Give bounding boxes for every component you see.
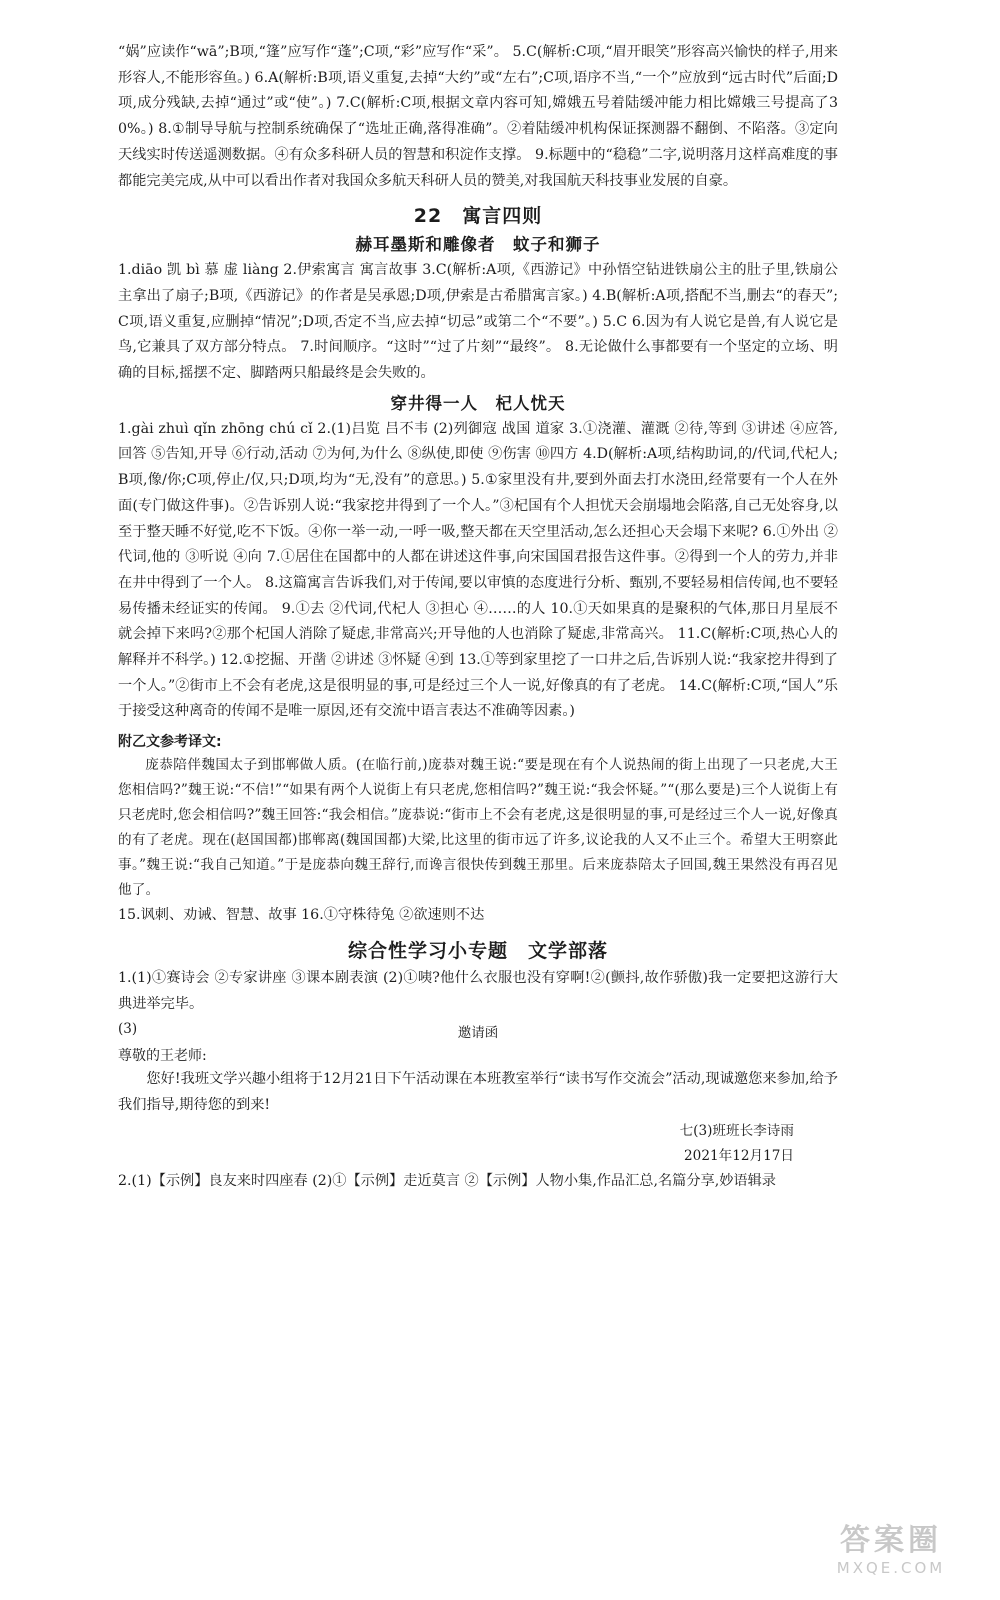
letter-salutation: 尊敬的王老师: <box>118 1048 207 1065</box>
answers-para-2: 1.gài zhuì qǐn zhōng chú cǐ 2.(1)吕览 吕不韦 (2)列御寇 战国 道家 3.①浇灌、灌溉 ②待,等到 ③讲述 ④应答,回答 ⑤告知,开导 ⑥行动,活动 ⑦为何,为什么 ⑧纵使,即使 ⑨伤害 ⑩四方 4.D(解析:A项,结构助词,的/代词,代杞人;B项,像/你;C项,停止/仅,只;D项,均为“无,没有”的意思。) 5.①家里没有井,要到外面去打水浇田,经常要有一个人在外面(专门做这件事)。②告诉别人说:“我家挖井得到了一个人。”③杞国有个人担忧天会崩塌地会陷落,自己无处容身,以至于整天睡不好觉,吃不下饭。④你一举一动,一呼一吸,整天都在天空里活动,怎么还担心天会塌下来呢? 6.①外出 ②代词,他的 ③听说 ④向 7.①居住在国都中的人都在讲述这件事,向宋国国君报告这件事。②得到一个人的劳力,并非在井中得到了一个人。 8.这篇寓言告诉我们,对于传闻,要以审慎的态度进行分析、甄别,不要轻易相信传闻,也不要轻易传播未经证实的传闻。 9.①去 ②代词,代杞人 ③担心 ④……的人 10.①天如果真的是聚积的气体,那日月星辰不就会掉下来吗?②那个杞国人消除了疑虑,非常高兴;开导他的人也消除了疑虑,非常高兴。 11.C(解析:C项,热心人的解释并不科学。) 12.①挖掘、开凿 ②讲述 ③怀疑 ④到 13.①等到家里挖了一口井之后,告诉别人说:“我家挖井得到了一个人。”②街市上不会有老虎,这是很明显的事,可是经过三个人一说,好像真的有了老虎。 14.C(解析:C项,“国人”乐于接受这种离奇的传闻不是唯一原因,还有交流中语言表达不准确等因素。) <box>118 420 838 720</box>
special-topic-title: 综合性学习小专题 文学部落 <box>347 939 608 962</box>
answers-para-1: 1.diāo 凯 bì 慕 虚 liàng 2.伊索寓言 寓言故事 3.C(解析:A项,《西游记》中孙悟空钻进铁扇公主的肚子里,铁扇公主拿出了扇子;B项,《西游记》的作者是吴承恩;D项,伊索是古希腊寓言家。) 4.B(解析:A项,搭配不当,删去“的春天”;C项,语义重复,应删掉“情况”;D项,否定不当,应去掉“切忌”或第二个“不要”。) 5.C 6.因为有人说它是兽,有人说它是鸟,它兼具了双方部分特点。 7.时间顺序。“这时”“过了片刻”“最终”。 8.无论做什么事都要有一个坚定的立场、明确的目标,摇摆不定、脚踏两只船最终是会失败的。 <box>118 262 838 382</box>
answers-para-3: 15.讽刺、劝诫、智慧、故事 16.①守株待兔 ②欲速则不达 <box>118 907 485 924</box>
letter-date: 2021年12月17日 <box>684 1147 794 1164</box>
appendix-title: 附乙文参考译文: <box>118 734 222 751</box>
letter-title: 邀请函 <box>457 1025 499 1042</box>
answer-page <box>118 40 838 1194</box>
watermark-url: MXQE.COM <box>836 1559 946 1577</box>
letter-signature: 七(3)班班长李诗雨 <box>679 1122 794 1139</box>
answers-para-4: 1.(1)①赛诗会 ②专家讲座 ③课本剧表演 (2)①咦?他什么衣服也没有穿啊!②(颤抖,故作骄傲)我一定要把这游行大典进举完毕。 <box>118 969 838 1012</box>
subtitle-2: 穿井得一人 杞人忧天 <box>390 393 566 413</box>
appendix-translation: 庞恭陪伴魏国太子到邯郸做人质。(在临行前,)庞恭对魏王说:“要是现在有个人说热闹的街上出现了一只老虎,大王您相信吗?”魏王说:“不信!”“如果有两个人说街上有只老虎,您相信吗?”魏王说:“我会怀疑。”“(那么要是)三个人说街上有只老虎时,您会相信吗?”魏王回答:“我会相信。”庞恭说:“街市上不会有老虎,这是很明显的事,可是经过三个人一说,好像真的有了老虎。现在(赵国国都)邯郸离(魏国国都)大梁,比这里的街市远了许多,议论我的人又不止三个。希望大王明察此事。”魏王说:“我自己知道。”于是庞恭向魏王辞行,而谗言很快传到魏王那里。后来庞恭陪太子回国,魏王果然没有再召见他了。 <box>118 757 838 899</box>
site-watermark <box>806 1524 976 1584</box>
lesson-title: 22 寓言四则 <box>413 205 543 228</box>
letter-label: (3) <box>118 1021 138 1038</box>
letter-heading <box>118 1021 838 1041</box>
subtitle-1: 赫耳墨斯和雕像者 蚊子和狮子 <box>355 235 601 255</box>
answers-para-5: 2.(1)【示例】良友来时四座春 (2)①【示例】走近莫言 ②【示例】人物小集,作品汇总,名篇分享,妙语辑录 <box>118 1172 776 1189</box>
intro-paragraph: “娲”应读作“wā”;B项,“篷”应写作“蓬”;C项,“彩”应写作“采”。 5.C(解析:C项,“眉开眼笑”形容高兴愉快的样子,用来形容人,不能形容鱼。) 6.A(解析:B项,语义重复,去掉“大约”或“左右”;C项,语序不当,“一个”应放到“远古时代”后面;D项,成分残缺,去掉“通过”或“使”。) 7.C(解析:C项,根据文章内容可知,嫦娥五号着陆缓冲能力相比嫦娥三号提高了30%。) 8.①制导导航与控制系统确保了“选址正确,落得准确”。②着陆缓冲机构保证探测器不翻倒、不陷落。③定向天线实时传送遥测数据。④有众多科研人员的智慧和积淀作支撑。 9.标题中的“稳稳”二字,说明落月这样高难度的事都能完美完成,从中可以看出作者对我国众多航天科研人员的赞美,对我国航天科技事业发展的自豪。 <box>118 44 838 189</box>
letter-body: 您好!我班文学兴趣小组将于12月21日下午活动课在本班教室举行“读书写作交流会”活动,现诚邀您来参加,给予我们指导,期待您的到来! <box>118 1071 838 1113</box>
watermark-logo-text: 答案圈 <box>840 1523 942 1558</box>
